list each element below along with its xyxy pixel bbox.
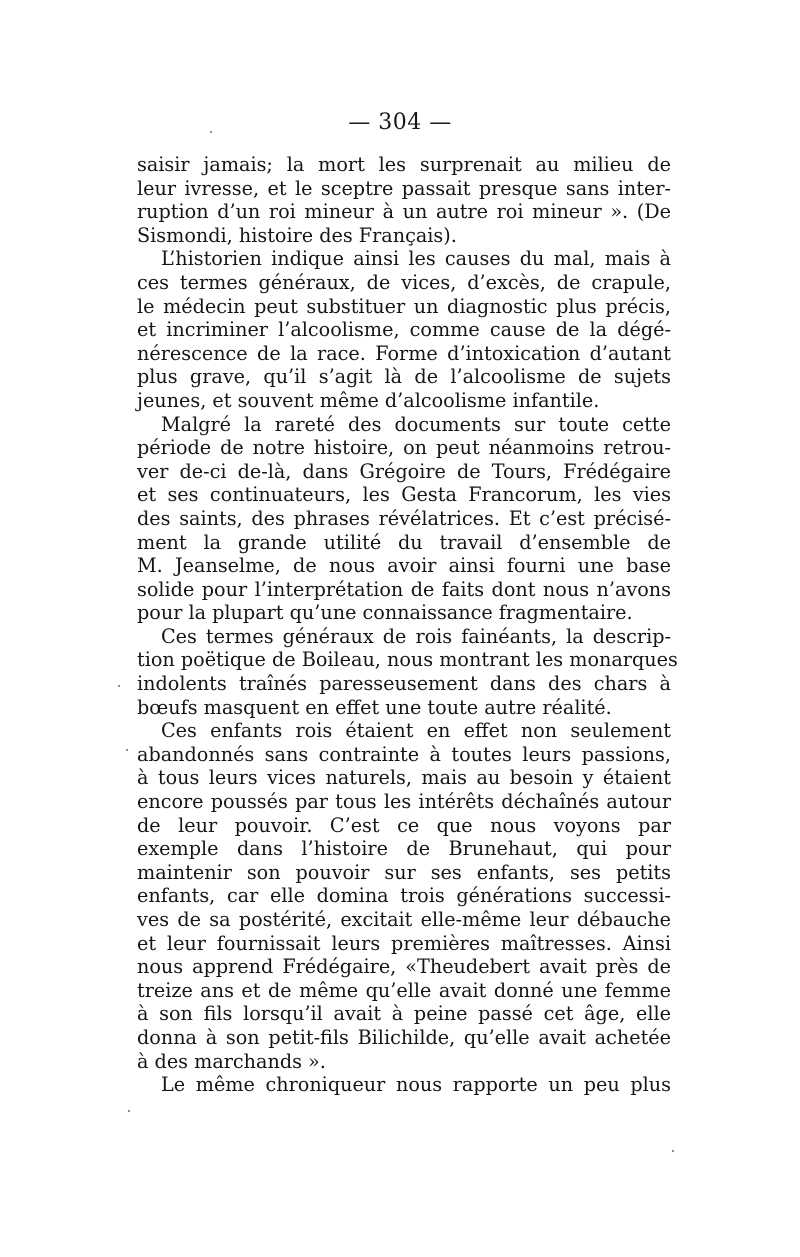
text-line: à des marchands ». [137, 1049, 326, 1073]
text-line: maintenir son pouvoir sur ses enfants, ses petits [137, 860, 671, 884]
text-line: ces termes généraux, de vices, d’excès, de crapule, [137, 270, 671, 294]
text-line: et incriminer l’alcoolisme, comme cause de la dégé- [137, 318, 671, 342]
text-line: saisir jamais; la mort les surprenait au milieu de [137, 153, 671, 176]
text-line: solide pour l’interprétation de faits dont nous n’avons [137, 577, 671, 601]
text-line: ver de-ci de-là, dans Grégoire de Tours, Frédégaire [137, 459, 671, 483]
text-line: jeunes, et souvent même d’alcoolisme infantile. [137, 388, 600, 412]
text-line: L’historien indique ainsi les causes du mal, mais à [161, 247, 671, 271]
text-line: nous apprend Frédégaire, «Theudebert avait près de [137, 955, 671, 979]
text-line: ves de sa postérité, excitait elle-même leur débauche [137, 908, 671, 931]
scan-speck [118, 685, 120, 687]
text-line: pour la plupart qu’une connaissance fragmentaire. [137, 601, 633, 625]
scan-speck [672, 1150, 674, 1152]
text-line: M. Jeanselme, de nous avoir ainsi fourni une base [137, 554, 671, 578]
text-line: enfants, car elle domina trois générations successi- [137, 884, 671, 908]
text-line: Le même chroniqueur nous rapporte un peu plus [161, 1073, 671, 1097]
text-line: tion poëtique de Boileau, nous montrant les monarques [137, 648, 678, 672]
text-line: nérescence de la race. Forme d’intoxication d’autant [137, 341, 671, 365]
body-text [137, 153, 678, 1097]
text-line: abandonnés sans contrainte à toutes leurs passions, [137, 742, 671, 766]
text-line: de leur pouvoir. C’est ce que nous voyons par [137, 813, 671, 837]
text-line: Ces enfants rois étaient en effet non seulement [161, 719, 671, 743]
text-line: donna à son petit-fils Bilichilde, qu’elle avait achetée [137, 1025, 671, 1049]
text-line: Malgré la rareté des documents sur toute cette [161, 412, 671, 436]
text-line: période de notre histoire, on peut néanmoins retrou- [137, 436, 671, 460]
text-line: le médecin peut substituer un diagnostic plus précis, [137, 294, 671, 318]
text-line: Ces termes généraux de rois fainéants, la descrip- [161, 624, 671, 648]
text-line: leur ivresse, et le sceptre passait presque sans inter- [137, 176, 671, 200]
text-line: bœufs masquent en effet une toute autre réalité. [137, 695, 612, 719]
text-line: plus grave, qu’il s’agit là de l’alcoolisme de sujets [137, 365, 671, 389]
text-line: des saints, des phrases révélatrices. Et c’est précisé- [137, 506, 671, 530]
text-line: Sismondi, histoire des Français). [137, 223, 457, 247]
scan-speck [128, 1110, 130, 1112]
text-line: ment la grande utilité du travail d’ensemble de [137, 530, 671, 554]
page-number: — 304 — [348, 110, 452, 135]
text-line: exemple dans l’histoire de Brunehaut, qui pour [137, 837, 671, 861]
text-line: ruption d’un roi mineur à un autre roi mineur ». (De [137, 200, 671, 224]
scan-speck [126, 749, 128, 751]
text-line: et ses continuateurs, les Gesta Francorum, les vies [137, 483, 671, 507]
text-line: treize ans et de même qu’elle avait donné une femme [137, 978, 671, 1002]
text-line: indolents traînés paresseusement dans des chars à [137, 672, 671, 696]
text-line: à tous leurs vices naturels, mais au besoin y étaient [137, 766, 671, 790]
text-line: encore poussés par tous les intérêts déchaînés autour [137, 790, 671, 814]
scan-speck [210, 131, 212, 133]
text-line: à son fils lorsqu’il avait à peine passé cet âge, elle [137, 1002, 671, 1026]
text-line: et leur fournissait leurs premières maîtresses. Ainsi [137, 931, 671, 955]
